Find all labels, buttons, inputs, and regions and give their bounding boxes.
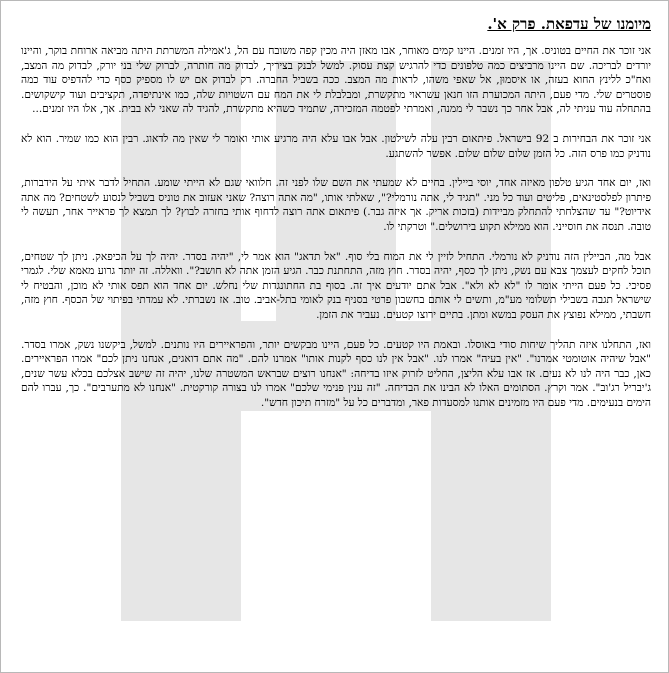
paragraph: אני זוכר את החיים בטוניס. אך, היו זמנים. היינו קמים מאוחר, אבו מאזן היה מכין קפה משובח עם הל, ג'אמילה המשרתת היתה מביאה ארוחת בוקר, והיינו יורדים לבריכה. שם היינו מרביצים כמה טלפונים כדי להרגיש קצת עסוק. למשל לבנק בציריך, לבדוק מה חותרה, לברוק שלי בני יורק, לבדוק מה המצב, ואח"כ ללינץ החוא בעזה, או איסמוּן, אל שאפי משהו, לראות מה המצב. ככה בשביל החברה. רק לבדוק אם יש לו מספיק כסף כדי להדפיס עוד כמה פוסטרים שלי. מדי פעם, היתה המכוערת הזו חנאן עשראוי מתקשרת, ומבלבלת לי את המח עם השטויות שלה, כמו אינתיפדה, תקציבים ועוד קישקושים. בהתחלה עוד עניתי לה, אבל אחר כך נשבר לי ממנה, ואמרתי לפטמה המזכירה, שתמיד כשהיא מתקשרת, להגיד לה שאני לא בבית. אך, אלו היו זמנים... — [21, 45, 651, 116]
paragraph: אני זוכר את הבחירות ב 92 בישראל. פיתאום רבין עלה לשילטון. אבל אבו עלא היה מרגיע אותי ואומר לי שאין מה לדאוג. רבין הוא כמו שמיר. הוא לא נודניק כמו פרס הזה. כל הזמן שלום שלום שלום. אפשר להשתגע. — [21, 132, 651, 160]
paragraph: ואז, יום אחד הגיע טלפון מאיזה אחד, יוסי ביילין. בחיים לא שמעתי את השם שלו לפני זה. חלוואי שגם לא הייתי שומע. התחיל לדבר איתי על הידברות, פיתרון לפלסטינאים, פליטים ועוד כל מני. "תגיד לי, אתה נורמלי?", שאלתי אותו, "מה אתה רוצה? שאני אעזוב את טוניס בשביל לנסוע לשטחים? מה אתה אידיוט?" עד שהצלחתי להתחלק מביידות (בזכות אריק. אך איזה גבר.) פיתאום אתה רוצה לדחוף אותי בחזרה לבוץ? לך תמצא לך פראייר אחר, תעשה לי טובה. תנסה את חוסייני. הוא ממילא תקוע בירושלים." וטרקתי לו. — [21, 177, 651, 233]
document-content — [21, 15, 651, 425]
document-title: מיומנו של עדפאת. פרק א'. — [487, 15, 651, 33]
paragraph: ואז, התחלנו איזה תהליך שיחות סודי באוסלו. ובאמת היו קטעים. כל פעם, היינו מבקשים יותר, והפראיירים היו נותנים. למשל, ביקשנו נשק, אמרו בסדר. "אבל שיהיה אוטומטי אמרנו". "אין בעיה" אמרו לנו. "אבל אין לנו כסף לקנות אותו" אמרנו להם. "מה אתם דואגים, אנחנו ניתן לכם" אמרו הפראיירים. כאן, כבר היה לנו לא נעים. אז אבו עלא הליצן, החליט לזרוק איזו בדיחה: "אנחנו רוצים שבראש המשטרה שלנו, יהיה זה שישב אצלכם בכלא עשר שנים, ג'יבריל רג'וב". אמר וקרץ. הסתומים האלו לא הבינו את הבדיחה. "זה ענין פנימי שלכם" אמרו לנו בצורה קורקטית. "אנחנו לא מתערבים". כך, עברו להם הימים בנעימים. מדי פעם היו מזמינים אותנו למסעדות פאר, ומדברים כל על "מזרח תיכון חדש". — [21, 338, 651, 409]
paragraph: אבל מה, הביילין הזה נודניק לא נורמלי. התחיל לזיין לי את המוח בלי סוף. "אל תדאג" הוא אמר לי, "יהיה בסדר. יהיה לך על הכיפאק. ניתן לך שטחים, תוכל לחקים לעצמך צבא עם נשק, ניתן לך כסף, יהיה בסדר. חוץ מזה, התחתנת כבר. הגיע הזמן אתה לא חושב?". וואללה. זה יותר גרוע מאמא שלי. לגמרי פסיכי. כל פעם הייתי אומר לו "לא לא ולא". אבל אתם יודעים איך זה. בסוף בת החתונגדות שלי נחלש. יום אחד הוא תפס אותי לא מוכן, והבטיח לי שישראל תגבה בשבילי תשלומי מע"מ, ותשים לי אותם בחשבון פרטי בסניף בנק לאומי בתל-אביב. טוב. אז נשברתי. לא עמדתי בפיתוי של הכסף. חוץ מזה, חשבתי, ממילא נפוצץ את העסק במשא ומתן. בתיים ירוצו קטעים. נעביר את הזמן. — [21, 250, 651, 321]
